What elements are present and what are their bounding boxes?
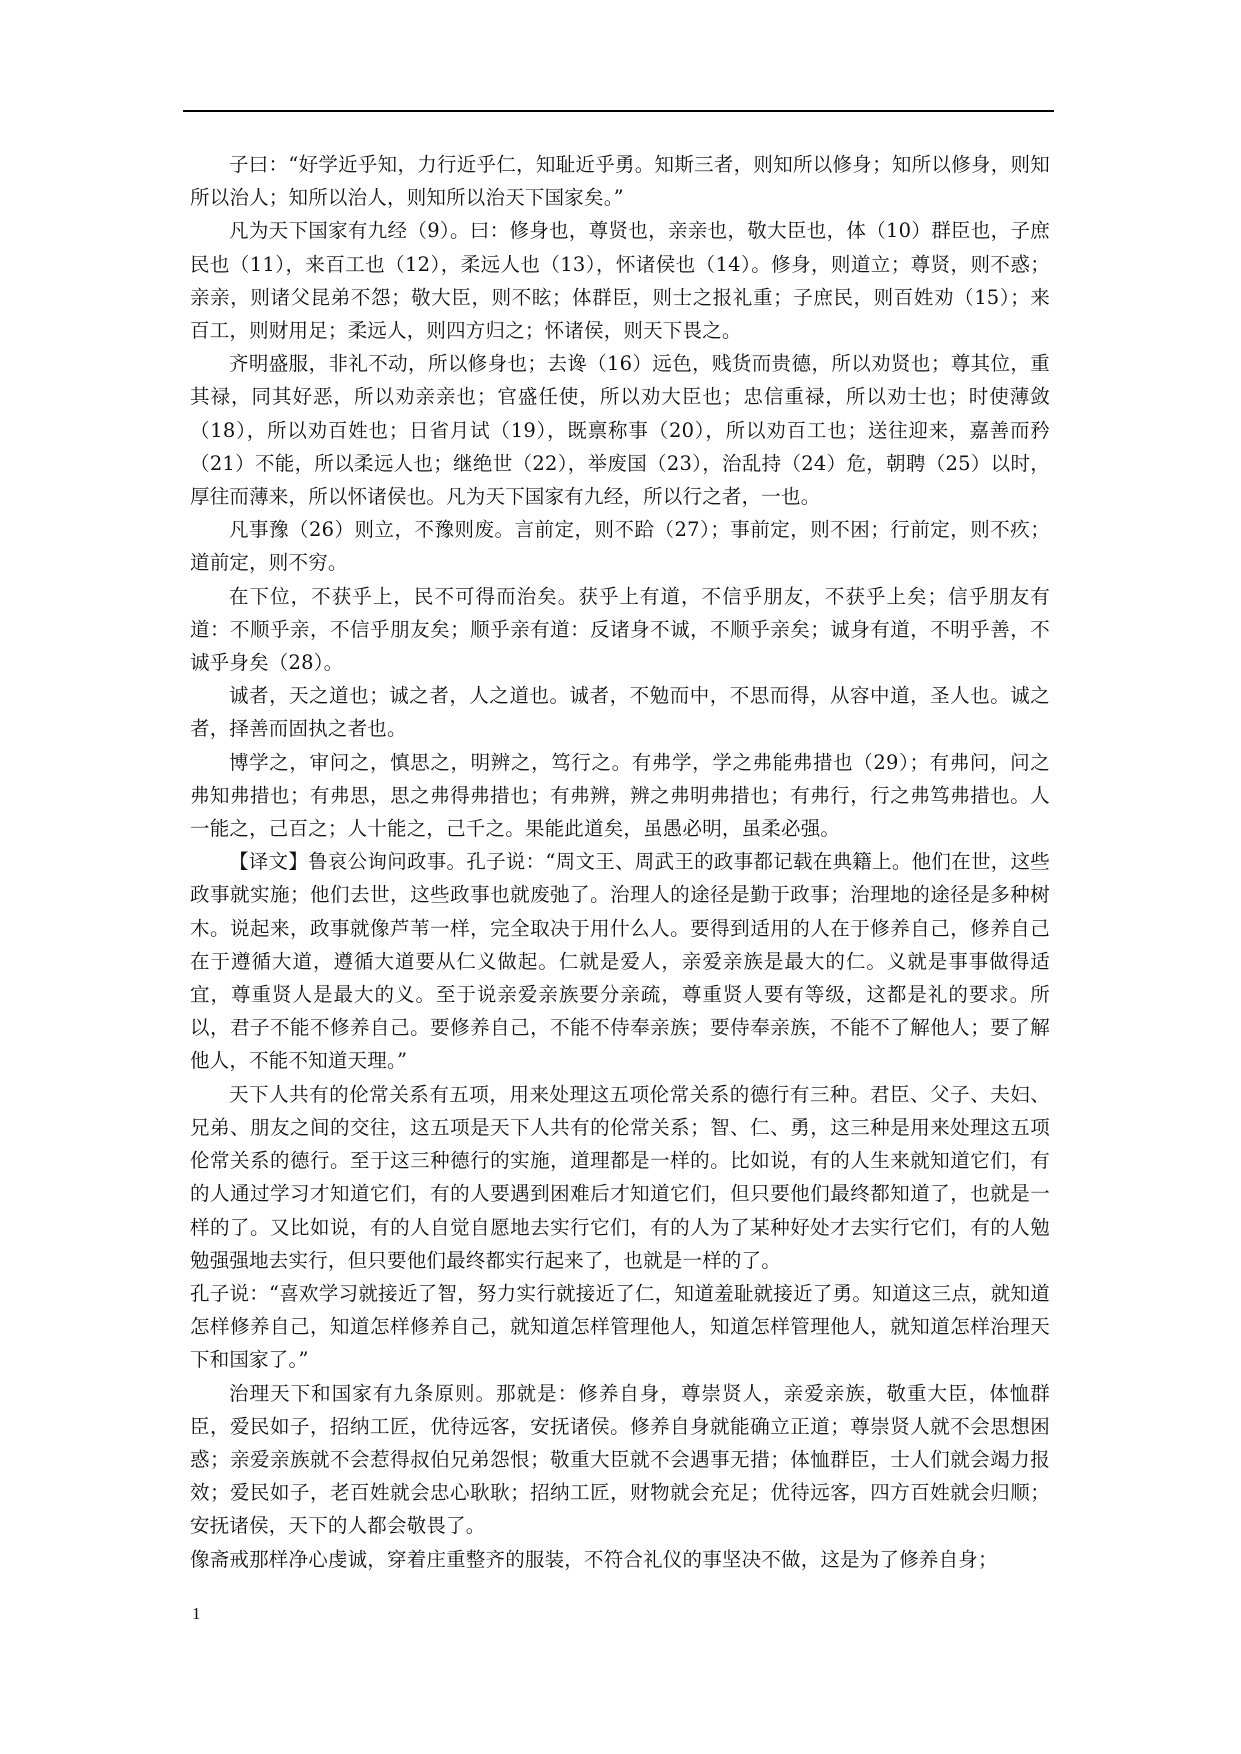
- page-number: 1: [192, 1604, 201, 1623]
- translation-paragraph: 孔子说：“喜欢学习就接近了智，努力实行就接近了仁，知道羞耻就接近了勇。知道这三点，就知道怎样修养自己，知道怎样修养自己，就知道怎样管理他人，知道怎样管理他人，就知道怎样治理天下和国家了。”: [190, 1281, 1050, 1372]
- translation-paragraph: 天下人共有的伦常关系有五项，用来处理这五项伦常关系的德行有三种。君臣、父子、夫妇、兄弟、朋友之间的交往，这五项是天下人共有的伦常关系；智、仁、勇，这三种是用来处理这五项伦常关系的德行。至于这三种德行的实施，道理都是一样的。比如说，有的人生来就知道它们，有的人通过学习才知道它们，有的人要遇到困难后才知道它们，但只要他们最终都知道了，也就是一样的了。又比如说，有的人自觉自愿地去实行它们，有的人为了某种好处才去实行它们，有的人勉勉强强地去实行，但只要他们最终都实行起来了，也就是一样的了。: [190, 1082, 1050, 1272]
- paragraph: 凡事豫（26）则立，不豫则废。言前定，则不跲（27）；事前定，则不困；行前定，则不疚；道前定，则不穷。: [190, 518, 1050, 575]
- paragraph: 博学之，审问之，慎思之，明辨之，笃行之。有弗学，学之弗能弗措也（29）；有弗问，问之弗知弗措也；有弗思，思之弗得弗措也；有弗辨，辨之弗明弗措也；有弗行，行之弗笃弗措也。人一能之，己百之；人十能之，己千之。果能此道矣，虽愚必明，虽柔必强。: [190, 750, 1050, 841]
- document-body: [190, 148, 1050, 1576]
- translation-paragraph: 【译文】鲁哀公询问政事。孔子说：“周文王、周武王的政事都记载在典籍上。他们在世，这些政事就实施；他们去世，这些政事也就废弛了。治理人的途径是勤于政事；治理地的途径是多种树木。说起来，政事就像芦苇一样，完全取决于用什么人。要得到适用的人在于修养自己，修养自己在于遵循大道，遵循大道要从仁义做起。仁就是爱人，亲爱亲族是最大的仁。义就是事事做得适宜，尊重贤人是最大的义。至于说亲爱亲族要分亲疏，尊重贤人要有等级，这都是礼的要求。所以，君子不能不修养自己。要修养自己，不能不侍奉亲族；要侍奉亲族，不能不了解他人；要了解他人，不能不知道天理。”: [190, 850, 1050, 1073]
- header-rule: [183, 110, 1054, 112]
- paragraph: 凡为天下国家有九经（9）。曰：修身也，尊贤也，亲亲也，敬大臣也，体（10）群臣也，子庶民也（11），来百工也（12），柔远人也（13），怀诸侯也（14）。修身，则道立；尊贤，则不惑；亲亲，则诸父昆弟不怨；敬大臣，则不眩；体群臣，则士之报礼重；子庶民，则百姓劝（15）；来百工，则财用足；柔远人，则四方归之；怀诸侯，则天下畏之。: [190, 219, 1050, 343]
- paragraph: 在下位，不获乎上，民不可得而治矣。获乎上有道，不信乎朋友，不获乎上矣；信乎朋友有道：不顺乎亲，不信乎朋友矣；顺乎亲有道：反诸身不诚，不顺乎亲矣；诚身有道，不明乎善，不诚乎身矣（28）。: [190, 584, 1050, 675]
- paragraph: 子曰：“好学近乎知，力行近乎仁，知耻近乎勇。知斯三者，则知所以修身；知所以修身，则知所以治人；知所以治人，则知所以治天下国家矣。”: [190, 153, 1050, 210]
- paragraph: 齐明盛服，非礼不动，所以修身也；去谗（16）远色，贱货而贵德，所以劝贤也；尊其位，重其禄，同其好恶，所以劝亲亲也；官盛任使，所以劝大臣也；忠信重禄，所以劝士也；时使薄敛（18），所以劝百姓也；日省月试（19），既禀称事（20），所以劝百工也；送往迎来，嘉善而矜（21）不能，所以柔远人也；继绝世（22），举废国（23），治乱持（24）危，朝聘（25）以时，厚往而薄来，所以怀诸侯也。凡为天下国家有九经，所以行之者，一也。: [190, 352, 1050, 509]
- paragraph: 诚者，天之道也；诚之者，人之道也。诚者，不勉而中，不思而得，从容中道，圣人也。诚之者，择善而固执之者也。: [190, 684, 1050, 741]
- translation-paragraph: 像斋戒那样净心虔诚，穿着庄重整齐的服装，不符合礼仪的事坚决不做，这是为了修养自身；: [190, 1547, 998, 1571]
- translation-paragraph: 治理天下和国家有九条原则。那就是：修养自身，尊崇贤人，亲爱亲族，敬重大臣，体恤群臣，爱民如子，招纳工匠，优待远客，安抚诸侯。修养自身就能确立正道；尊崇贤人就不会思想困惑；亲爱亲族就不会惹得叔伯兄弟怨恨；敬重大臣就不会遇事无措；体恤群臣，士人们就会竭力报效；爱民如子，老百姓就会忠心耿耿；招纳工匠，财物就会充足；优待远客，四方百姓就会归顺；安抚诸侯，天下的人都会敬畏了。: [190, 1381, 1050, 1538]
